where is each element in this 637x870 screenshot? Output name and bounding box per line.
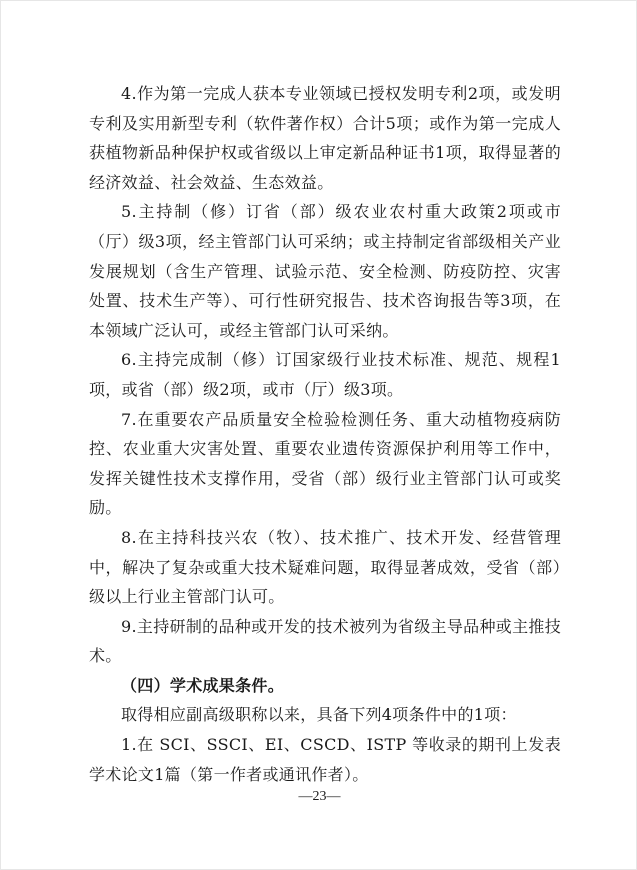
section-intro: 取得相应副高级职称以来，具备下列4项条件中的1项：: [121, 705, 517, 725]
paragraph-item-4: 4.作为第一完成人获本专业领域已授权发明专利2项，或发明专利及实用新型专利（软件著作权）合计5项；或作为第一完成人获植物新品种保护权或省级以上审定新品种证书1项，取得显著的经济效益、社会效益、生态效益。: [89, 84, 561, 192]
paragraph-item-7: 7.在重要农产品质量安全检验检测任务、重大动植物疫病防控、农业重大灾害处置、重要农业遗传资源保护利用等工作中，发挥关键性技术支撑作用，受省（部）级行业主管部门认可或奖励。: [89, 409, 561, 518]
paragraph-item-6: 6.主持完成制（修）订国家级行业技术标准、规范、规程1项，或省（部）级2项，或市（厅）级3项。: [89, 350, 561, 399]
paragraph-item-8: 8.在主持科技兴农（牧）、技术推广、技术开发、经营管理中，解决了复杂或重大技术疑难问题，取得显著成效，受省（部）级以上行业主管部门认可。: [89, 527, 561, 607]
section-heading: （四）学术成果条件。: [121, 675, 285, 695]
document-body: [89, 79, 561, 789]
paragraph-item-1: 1.在 SCI、SSCI、EI、CSCD、ISTP 等收录的期刊上发表学术论文1篇（第一作者或通讯作者）。: [89, 735, 561, 784]
paragraph-item-5: 5.主持制（修）订省（部）级农业农村重大政策2项或市（厅）级3项，经主管部门认可采纳；或主持制定省部级相关产业发展规划（含生产管理、试验示范、安全检测、防疫防控、灾害处置、技术生产等）、可行性研究报告、技术咨询报告等3项，在本领域广泛认可，或经主管部门认可采纳。: [89, 202, 561, 340]
paragraph-item-9: 9.主持研制的品种或开发的技术被列为省级主导品种或主推技术。: [89, 616, 561, 666]
page-number: —23—: [298, 789, 341, 804]
